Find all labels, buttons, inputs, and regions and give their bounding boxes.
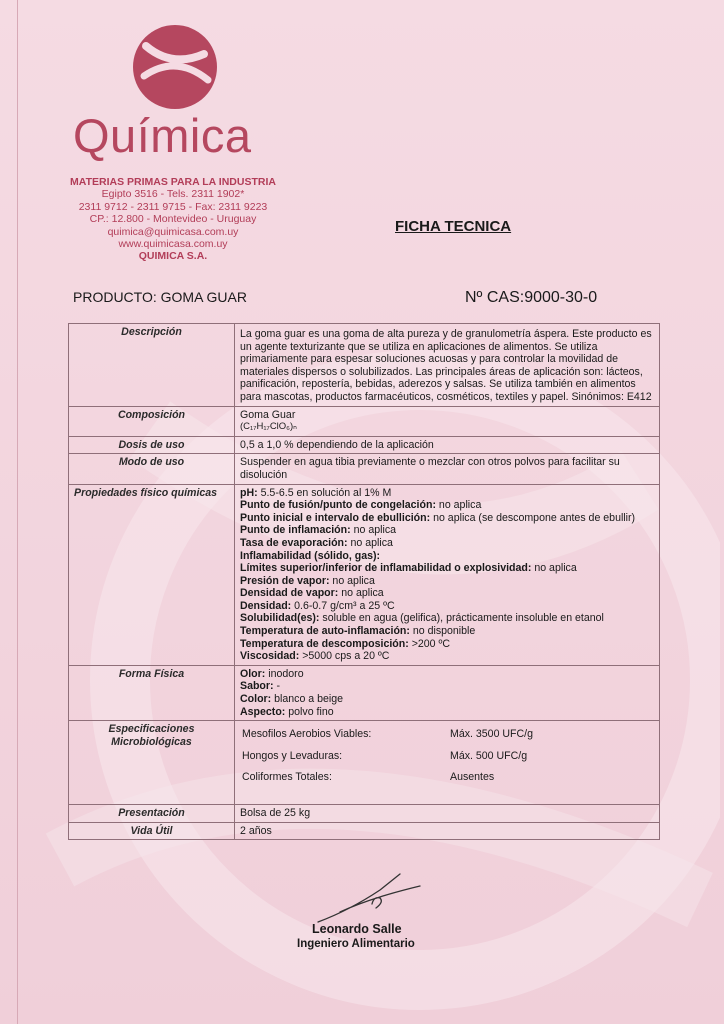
property-line xyxy=(240,587,654,600)
row-label: Presentación xyxy=(69,805,235,823)
property-line-value: no aplica xyxy=(329,574,375,587)
property-line-value: no aplica xyxy=(338,587,384,600)
property-line-value: soluble en agua (gelifica), prácticamente insoluble en etanol xyxy=(319,612,604,625)
property-line-value: no aplica xyxy=(347,536,393,549)
table-row xyxy=(69,324,660,407)
micro-test-limit: Máx. 500 UFC/g xyxy=(450,749,528,762)
micro-test-name: Mesofilos Aerobios Viables: xyxy=(242,728,372,741)
company-brand: Química xyxy=(73,109,252,162)
handwritten-signature xyxy=(310,868,430,930)
company-website: www.quimicasa.com.uy xyxy=(118,238,228,251)
property-line-key: Presión de vapor: xyxy=(240,574,330,587)
row-label: Propiedades físico químicas xyxy=(69,484,235,665)
micro-test-name: Hongos y Levaduras: xyxy=(242,749,343,762)
row-label: Forma Física xyxy=(69,665,235,720)
forma-line-value: - xyxy=(273,680,281,693)
vida-value: 2 años xyxy=(235,822,660,840)
modo-value: Suspender en agua tibia previamente o mezclar con otros polvos para facilitar su disolución xyxy=(235,454,660,484)
forma-line-key: Aspecto: xyxy=(240,705,286,718)
forma-cell xyxy=(235,665,660,720)
table-row xyxy=(69,406,660,436)
micro-test-name: Coliformes Totales: xyxy=(242,771,332,784)
property-line-key: Punto de fusión/punto de congelación: xyxy=(240,499,436,512)
property-line xyxy=(240,612,654,625)
forma-line xyxy=(240,693,654,706)
property-line xyxy=(240,499,654,512)
forma-line xyxy=(240,706,654,719)
cas-number: Nº CAS:9000-30-0 xyxy=(465,289,598,306)
property-line xyxy=(240,638,654,651)
row-label: Dosis de uso xyxy=(69,436,235,454)
forma-list xyxy=(240,668,654,718)
property-line-value: no aplica xyxy=(350,524,397,537)
property-line xyxy=(240,625,654,638)
forma-line-key: Color: xyxy=(240,693,272,706)
row-label: Vida Útil xyxy=(69,822,235,840)
property-line xyxy=(240,575,654,588)
property-line-key: Solubilidad(es): xyxy=(240,612,320,625)
forma-line-key: Sabor: xyxy=(240,680,274,693)
property-line-value: >5000 cps a 20 ºC xyxy=(299,650,390,663)
product-name: PRODUCTO: GOMA GUAR xyxy=(73,289,247,305)
property-line-value: 5.5-6.5 en solución al 1% M xyxy=(257,486,392,499)
company-phones: 2311 9712 - 2311 9715 - Fax: 2311 9223 xyxy=(78,200,268,213)
presentacion-value: Bolsa de 25 kg xyxy=(235,805,660,823)
property-line xyxy=(240,550,654,563)
company-address: Egipto 3516 - Tels. 2311 1902* xyxy=(101,188,245,201)
propiedades-cell xyxy=(235,484,660,665)
property-line xyxy=(240,524,654,537)
row-label xyxy=(69,721,235,805)
micro-test-limit: Ausentes xyxy=(450,771,495,784)
row-label: Modo de uso xyxy=(69,454,235,484)
micro-test-limit: Máx. 3500 UFC/g xyxy=(450,728,534,741)
table-row xyxy=(69,484,660,665)
company-city: CP.: 12.800 - Montevideo - Uruguay xyxy=(89,213,257,226)
property-line xyxy=(240,512,654,525)
micro-grid xyxy=(240,723,654,802)
property-line xyxy=(240,537,654,550)
quimica-logo-icon xyxy=(132,24,218,110)
property-line-key: Punto de inflamación: xyxy=(240,524,351,537)
forma-line-value: polvo fino xyxy=(285,705,334,718)
property-line xyxy=(240,650,654,663)
table-row xyxy=(69,805,660,823)
property-line-key: Límites superior/inferior de inflamabilidad o explosividad: xyxy=(240,562,532,575)
forma-line-value: blanco a beige xyxy=(271,693,344,706)
property-line-value: no aplica (se descompone antes de ebullir) xyxy=(430,511,636,524)
property-line-key: Temperatura de descomposición: xyxy=(240,637,409,650)
property-line-key: Punto inicial e intervalo de ebullición: xyxy=(240,511,431,524)
spec-table xyxy=(68,323,660,840)
property-line-key: Densidad: xyxy=(240,599,292,612)
company-info xyxy=(64,176,282,263)
property-line-key: Densidad de vapor: xyxy=(240,587,339,600)
property-line-key: Inflamabilidad (sólido, gas): xyxy=(240,549,381,562)
micro-cell xyxy=(235,721,660,805)
table-row xyxy=(69,822,660,840)
sheet-title: FICHA TECNICA xyxy=(395,218,512,235)
signer-title: Ingeniero Alimentario xyxy=(297,938,415,950)
micro-label-line: Microbiológicas xyxy=(111,735,192,748)
row-label: Descripción xyxy=(69,324,235,407)
signature-block xyxy=(297,922,415,950)
property-line xyxy=(240,487,654,500)
company-email: quimica@quimicasa.com.uy xyxy=(107,225,239,238)
row-label: Composición xyxy=(69,406,235,436)
property-line-key: Temperatura de auto-inflamación: xyxy=(240,625,410,638)
table-row xyxy=(69,721,660,805)
table-row xyxy=(69,665,660,720)
forma-line-value: inodoro xyxy=(265,667,304,680)
propiedades-list xyxy=(240,487,654,663)
signer-name: Leonardo Salle xyxy=(312,922,402,936)
company-legal-name: QUIMICA S.A. xyxy=(138,250,208,263)
company-tagline: MATERIAS PRIMAS PARA LA INDUSTRIA xyxy=(70,176,276,188)
property-line-key: Viscosidad: xyxy=(240,650,300,663)
property-line-value: >200 ºC xyxy=(408,637,451,650)
composicion-formula: (C₁₇H₁₇ClO₆)ₙ xyxy=(240,421,297,433)
descripcion-text: La goma guar es una goma de alta pureza y de granulometría áspera. Este producto es un agente texturizante que se utiliza en aplicaciones de alimentos. Se utiliza primariamente para espesar soluciones acuosas y para controlar la movilidad de materiales dispersos o solubilizados. Las principales áreas de aplicación son: lácteos, panificación, repostería, bebidas, aderezos y salsas. Se utiliza también en alimentos para mascotas, productos farmacéuticos, cosméticos, textiles y papel. Sinónimos: E412 xyxy=(235,324,660,407)
property-line-key: Tasa de evaporación: xyxy=(240,536,348,549)
dosis-value: 0,5 a 1,0 % dependiendo de la aplicación xyxy=(235,436,660,454)
forma-line xyxy=(240,680,654,693)
property-line-value: no disponible xyxy=(409,625,476,638)
property-line-value: no aplica xyxy=(435,499,482,512)
property-line-value: no aplica xyxy=(531,562,577,575)
property-line xyxy=(240,562,654,575)
composicion-name: Goma Guar xyxy=(240,408,296,421)
property-line-key: pH: xyxy=(240,486,258,499)
composicion-cell xyxy=(235,406,660,436)
forma-line-key: Olor: xyxy=(240,667,266,680)
property-line-value: 0.6-0.7 g/cm³ a 25 ºC xyxy=(291,599,395,612)
forma-line xyxy=(240,668,654,681)
table-row xyxy=(69,454,660,484)
micro-label-line: Especificaciones xyxy=(108,723,195,736)
table-row xyxy=(69,436,660,454)
property-line xyxy=(240,600,654,613)
